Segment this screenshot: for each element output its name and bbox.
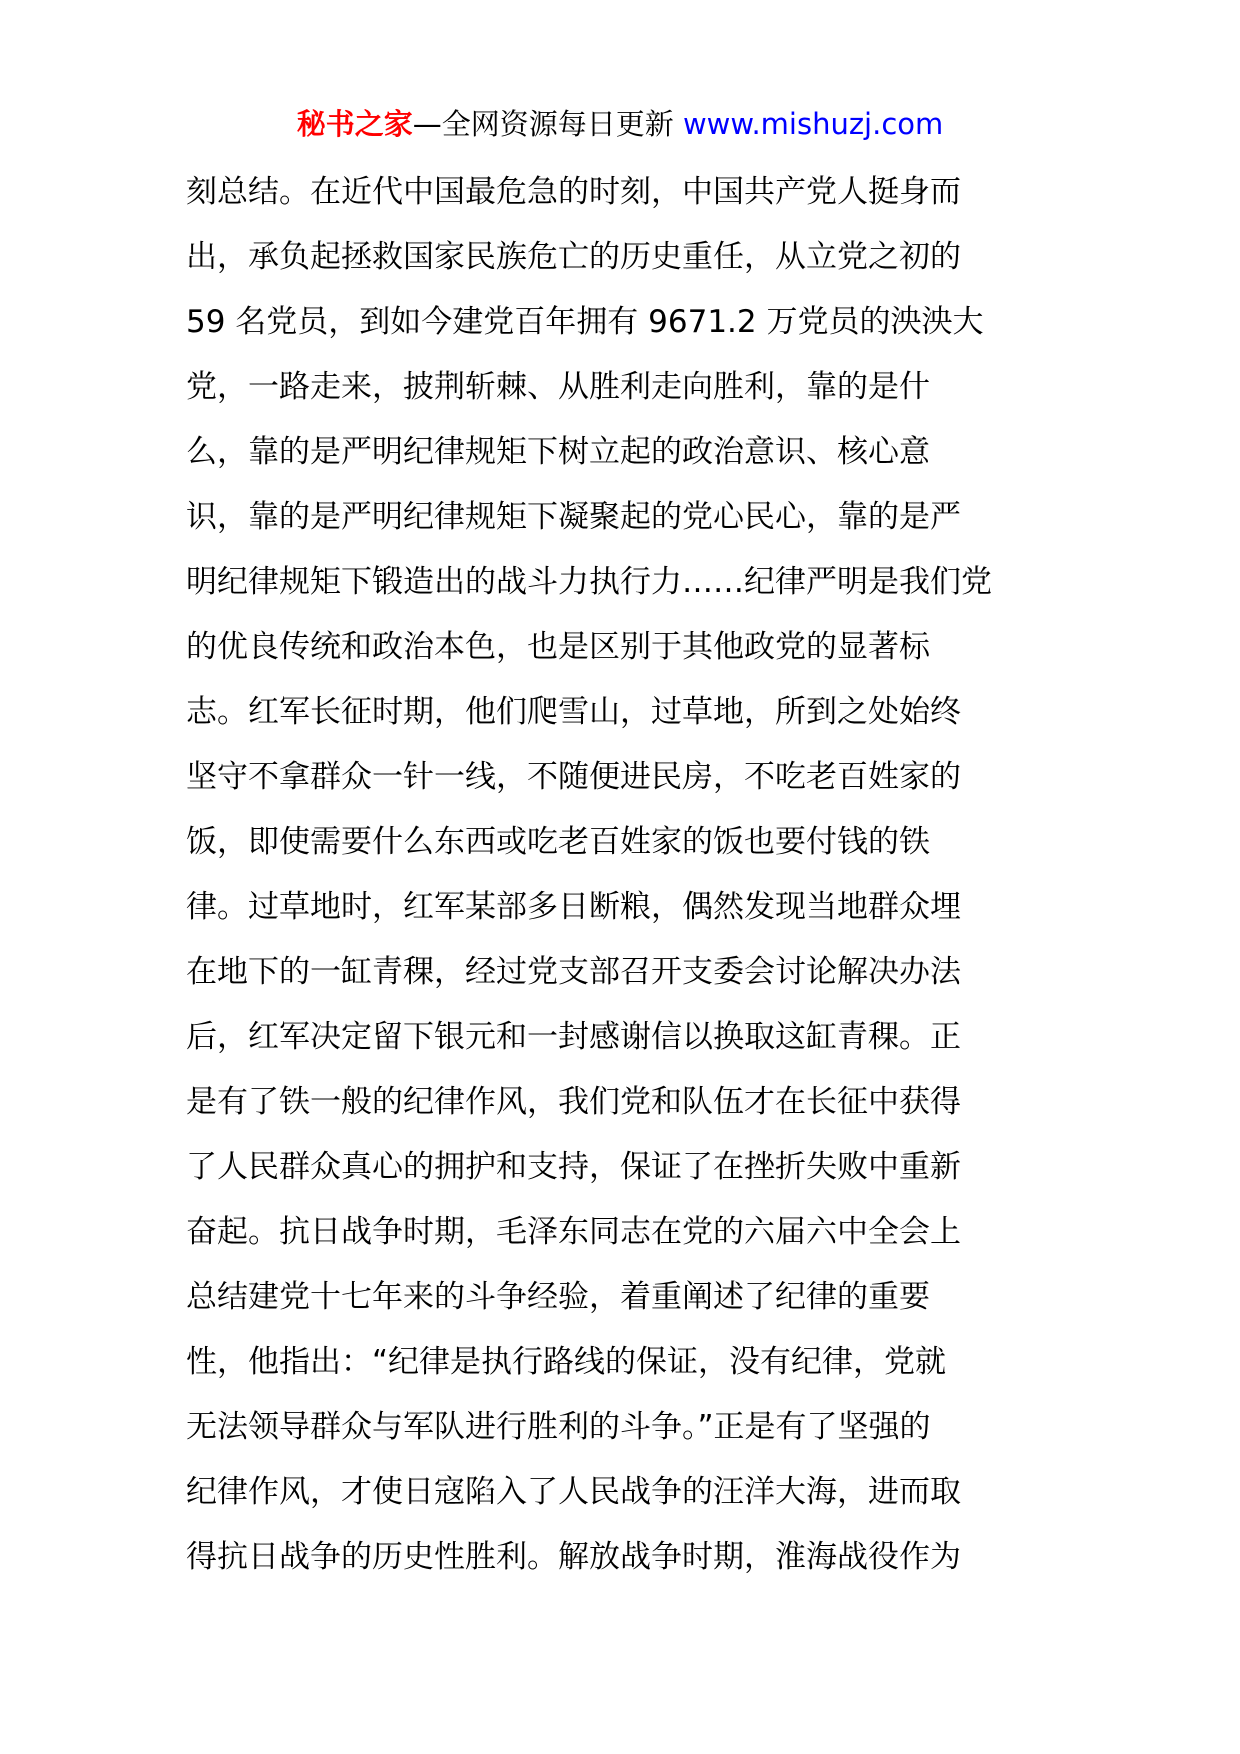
site-url-link[interactable]: www.mishuzj.com [682, 107, 944, 141]
text-line: 的优良传统和政治本色，也是区别于其他政党的显著标 [186, 629, 930, 665]
header-tagline: —全网资源每日更新 [412, 107, 683, 141]
text-line: 党，一路走来，披荆斩棘、从胜利走向胜利，靠的是什 [186, 369, 930, 405]
text-line: 出，承负起拯救国家民族危亡的历史重任，从立党之初的 [186, 239, 961, 275]
text-line: 在地下的一缸青稞，经过党支部召开支委会讨论解决办法 [186, 954, 961, 990]
text-line: 后，红军决定留下银元和一封感谢信以换取这缸青稞。正 [186, 1019, 961, 1055]
page-header [0, 100, 1240, 148]
text-line: 无法领导群众与军队进行胜利的斗争。”正是有了坚强的 [186, 1409, 931, 1445]
text-line: 律。过草地时，红军某部多日断粮，偶然发现当地群众埋 [186, 889, 961, 925]
text-line: 么，靠的是严明纪律规矩下树立起的政治意识、核心意 [186, 434, 930, 470]
text-line: 总结建党十七年来的斗争经验，着重阐述了纪律的重要 [186, 1279, 930, 1315]
text-line: 是有了铁一般的纪律作风，我们党和队伍才在长征中获得 [186, 1084, 961, 1120]
text-line: 纪律作风，才使日寇陷入了人民战争的汪洋大海，进而取 [186, 1474, 961, 1510]
text-line: 59 名党员，到如今建党百年拥有 9671.2 万党员的泱泱大 [186, 304, 984, 340]
brand-name: 秘书之家 [296, 107, 413, 141]
text-line: 奋起。抗日战争时期，毛泽东同志在党的六届六中全会上 [186, 1214, 961, 1250]
text-line: 坚守不拿群众一针一线，不随便进民房，不吃老百姓家的 [186, 759, 961, 795]
document-body [186, 160, 1056, 1590]
text-line: 了人民群众真心的拥护和支持，保证了在挫折失败中重新 [186, 1149, 961, 1185]
text-line: 饭，即使需要什么东西或吃老百姓家的饭也要付钱的铁 [186, 824, 930, 860]
text-line: 刻总结。在近代中国最危急的时刻，中国共产党人挺身而 [186, 174, 961, 210]
text-line: 得抗日战争的历史性胜利。解放战争时期，淮海战役作为 [186, 1539, 961, 1575]
text-line: 识，靠的是严明纪律规矩下凝聚起的党心民心，靠的是严 [186, 499, 961, 535]
text-line: 性，他指出：“纪律是执行路线的保证，没有纪律，党就 [186, 1344, 947, 1380]
text-line: 志。红军长征时期，他们爬雪山，过草地，所到之处始终 [186, 694, 961, 730]
text-line: 明纪律规矩下锻造出的战斗力执行力……纪律严明是我们党 [186, 564, 992, 600]
